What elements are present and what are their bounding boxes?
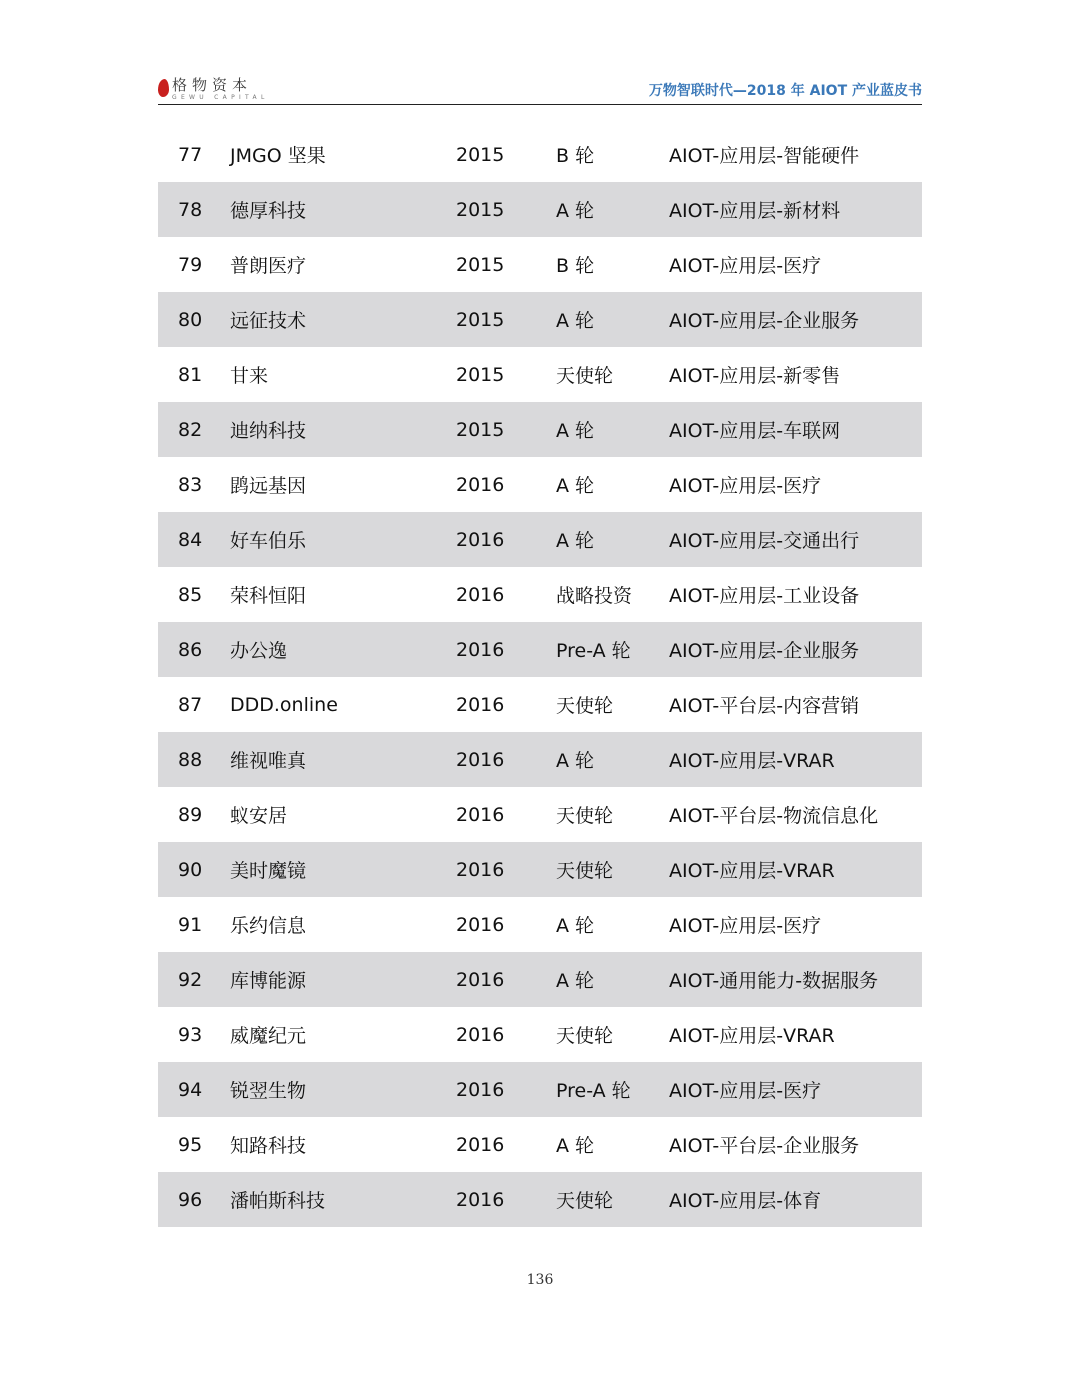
industry-category: AIOT-应用层-医疗	[669, 1080, 822, 1102]
row-number: 84	[178, 528, 203, 551]
row-number: 77	[178, 143, 203, 166]
founded-year: 2016	[456, 473, 505, 496]
table-row	[158, 567, 922, 622]
founded-year: 2015	[456, 418, 505, 441]
founded-year: 2015	[456, 253, 505, 276]
founded-year: 2016	[456, 913, 505, 936]
funding-round: A 轮	[556, 915, 595, 937]
table-row	[158, 952, 922, 1007]
founded-year: 2015	[456, 143, 505, 166]
table-row	[158, 237, 922, 292]
company-name: 办公逸	[230, 640, 288, 662]
table-row	[158, 1172, 922, 1227]
logo-chinese-name: 格物资本	[172, 76, 253, 94]
table-row	[158, 1117, 922, 1172]
row-number: 79	[178, 253, 203, 276]
founded-year: 2016	[456, 583, 505, 606]
row-number: 90	[178, 858, 203, 881]
company-table	[158, 127, 922, 1227]
founded-year: 2016	[456, 1023, 505, 1046]
company-name: 维视唯真	[230, 750, 307, 772]
industry-category: AIOT-应用层-交通出行	[669, 530, 860, 552]
founded-year: 2016	[456, 528, 505, 551]
row-number: 92	[178, 968, 203, 991]
funding-round: 天使轮	[556, 365, 614, 387]
industry-category: AIOT-应用层-新零售	[669, 365, 841, 387]
company-name: 甘来	[230, 365, 269, 387]
gewu-capital-logo	[158, 78, 269, 101]
row-number: 86	[178, 638, 203, 661]
row-number: 85	[178, 583, 203, 606]
industry-category: AIOT-应用层-车联网	[669, 420, 841, 442]
industry-category: AIOT-应用层-医疗	[669, 255, 822, 277]
funding-round: 天使轮	[556, 1190, 614, 1212]
table-row	[158, 512, 922, 567]
company-name: 普朗医疗	[230, 255, 307, 277]
industry-category: AIOT-应用层-VRAR	[669, 750, 835, 772]
page-header	[158, 74, 922, 105]
industry-category: AIOT-平台层-内容营销	[669, 695, 860, 717]
table-row	[158, 842, 922, 897]
table-row	[158, 457, 922, 512]
funding-round: B 轮	[556, 255, 595, 277]
company-name: 鹍远基因	[230, 475, 307, 497]
logo-seal-icon	[158, 79, 169, 97]
founded-year: 2016	[456, 1133, 505, 1156]
funding-round: A 轮	[556, 530, 595, 552]
row-number: 83	[178, 473, 203, 496]
founded-year: 2015	[456, 198, 505, 221]
table-row	[158, 677, 922, 732]
company-name: 威魔纪元	[230, 1025, 307, 1047]
founded-year: 2016	[456, 1078, 505, 1101]
row-number: 94	[178, 1078, 203, 1101]
funding-round: A 轮	[556, 200, 595, 222]
table-row	[158, 897, 922, 952]
company-name: JMGO 坚果	[230, 145, 326, 167]
report-title: 万物智联时代—2018 年 AIOT 产业蓝皮书	[648, 83, 922, 99]
table-row	[158, 402, 922, 457]
industry-category: AIOT-应用层-企业服务	[669, 640, 860, 662]
funding-round: 天使轮	[556, 695, 614, 717]
industry-category: AIOT-平台层-企业服务	[669, 1135, 860, 1157]
funding-round: 天使轮	[556, 860, 614, 882]
industry-category: AIOT-应用层-VRAR	[669, 1025, 835, 1047]
industry-category: AIOT-应用层-新材料	[669, 200, 841, 222]
founded-year: 2016	[456, 803, 505, 826]
funding-round: A 轮	[556, 970, 595, 992]
company-name: DDD.online	[230, 693, 338, 716]
founded-year: 2016	[456, 858, 505, 881]
row-number: 87	[178, 693, 203, 716]
company-name: 知路科技	[230, 1135, 307, 1157]
table-row	[158, 732, 922, 787]
funding-round: A 轮	[556, 420, 595, 442]
table-row	[158, 622, 922, 677]
founded-year: 2016	[456, 748, 505, 771]
company-name: 德厚科技	[230, 200, 307, 222]
company-name: 库博能源	[230, 970, 307, 992]
funding-round: A 轮	[556, 750, 595, 772]
table-row	[158, 347, 922, 402]
row-number: 89	[178, 803, 203, 826]
founded-year: 2016	[456, 1188, 505, 1211]
funding-round: 天使轮	[556, 1025, 614, 1047]
company-name: 迪纳科技	[230, 420, 307, 442]
founded-year: 2015	[456, 308, 505, 331]
funding-round: A 轮	[556, 310, 595, 332]
industry-category: AIOT-应用层-智能硬件	[669, 145, 860, 167]
logo-english-name: GEWU CAPITAL	[172, 94, 269, 101]
company-name: 好车伯乐	[230, 530, 307, 552]
founded-year: 2016	[456, 693, 505, 716]
table-row	[158, 787, 922, 842]
funding-round: A 轮	[556, 1135, 595, 1157]
industry-category: AIOT-平台层-物流信息化	[669, 805, 879, 827]
row-number: 93	[178, 1023, 203, 1046]
company-name: 荣科恒阳	[230, 585, 307, 607]
founded-year: 2016	[456, 638, 505, 661]
row-number: 91	[178, 913, 203, 936]
industry-category: AIOT-应用层-体育	[669, 1190, 822, 1212]
table-row	[158, 1062, 922, 1117]
funding-round: A 轮	[556, 475, 595, 497]
company-name: 蚁安居	[230, 805, 288, 827]
industry-category: AIOT-应用层-企业服务	[669, 310, 860, 332]
row-number: 82	[178, 418, 203, 441]
founded-year: 2015	[456, 363, 505, 386]
industry-category: AIOT-通用能力-数据服务	[669, 970, 879, 992]
funding-round: Pre-A 轮	[556, 1080, 631, 1102]
industry-category: AIOT-应用层-医疗	[669, 915, 822, 937]
row-number: 80	[178, 308, 203, 331]
company-name: 美时魔镜	[230, 860, 307, 882]
funding-round: 天使轮	[556, 805, 614, 827]
table-row	[158, 127, 922, 182]
company-name: 远征技术	[230, 310, 307, 332]
row-number: 88	[178, 748, 203, 771]
funding-round: Pre-A 轮	[556, 640, 631, 662]
table-row	[158, 1007, 922, 1062]
company-name: 潘帕斯科技	[230, 1190, 326, 1212]
industry-category: AIOT-应用层-工业设备	[669, 585, 860, 607]
funding-round: 战略投资	[556, 585, 633, 607]
company-name: 乐约信息	[230, 915, 307, 937]
row-number: 95	[178, 1133, 203, 1156]
founded-year: 2016	[456, 968, 505, 991]
row-number: 78	[178, 198, 203, 221]
row-number: 96	[178, 1188, 203, 1211]
table-row	[158, 292, 922, 347]
page-number: 136	[526, 1272, 554, 1288]
industry-category: AIOT-应用层-医疗	[669, 475, 822, 497]
company-name: 锐翌生物	[230, 1080, 307, 1102]
funding-round: B 轮	[556, 145, 595, 167]
row-number: 81	[178, 363, 203, 386]
table-row	[158, 182, 922, 237]
industry-category: AIOT-应用层-VRAR	[669, 860, 835, 882]
